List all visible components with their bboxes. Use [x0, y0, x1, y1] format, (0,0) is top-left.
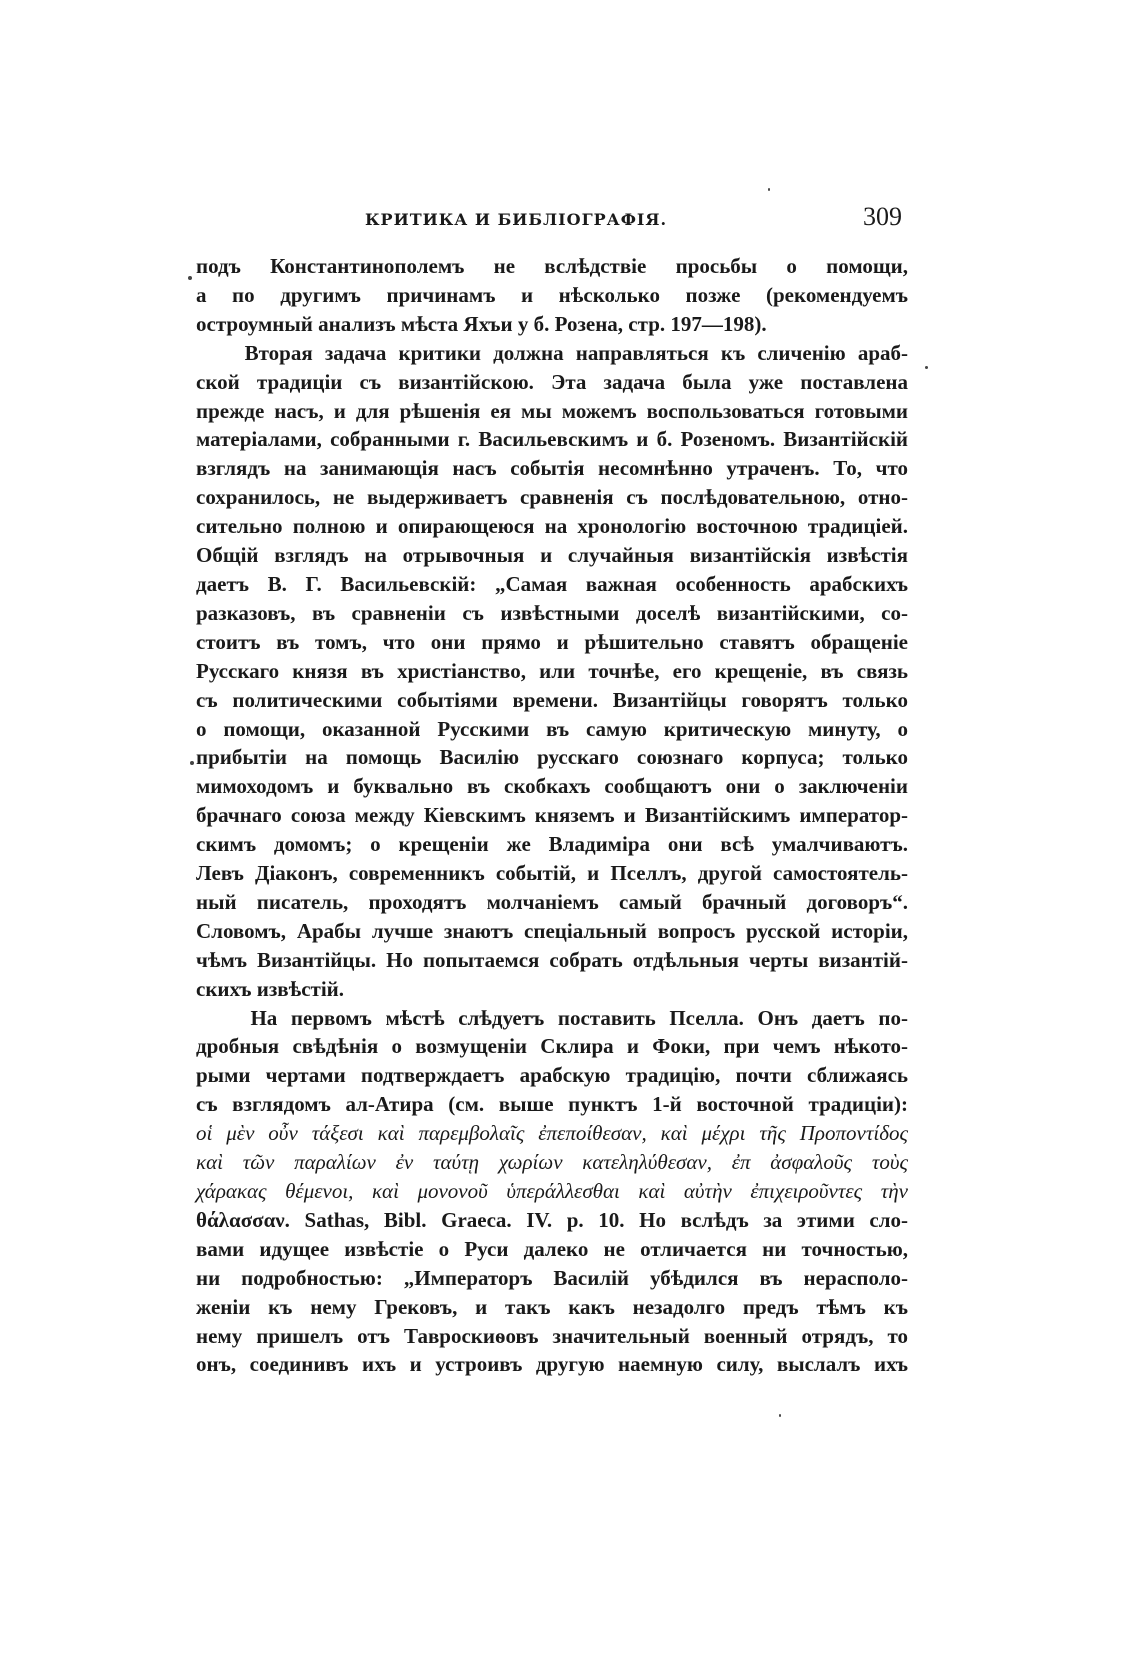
- text-line: скихъ извѣстій.: [196, 976, 345, 1001]
- text-line: стоитъ въ томъ, что они прямо и рѣшительно ставятъ обращеніе: [196, 629, 908, 654]
- greek-quotation: [196, 1119, 908, 1206]
- text-line: сохранилось, не выдерживаетъ сравненія съ послѣдовательною, отно-: [196, 485, 908, 510]
- text-line: матеріалами, собранными г. Васильевскимъ и б. Розеномъ. Византійскій: [196, 427, 908, 452]
- scan-speck: [925, 366, 928, 369]
- text-line: о помощи, оказанной Русскими въ самую критическую минуту, о: [196, 716, 908, 741]
- text-line: онъ, соединивъ ихъ и устроивъ другую наемную силу, выслалъ ихъ: [196, 1352, 908, 1377]
- greek-line: οἱ μὲν οὖν τάξεσι καὶ παρεμβολαῖς ἐπεποίθεσαν, καὶ μέχρι τῆς Προποντίδος: [196, 1121, 908, 1146]
- text-line: Вторая задача критики должна направляться къ сличенію араб-: [196, 340, 908, 365]
- greek-line: καὶ τῶν παραλίων ἐν ταύτῃ χωρίων κατεληλύθεσαν, ἐπ ἀσφαλοῦς τοὺς: [196, 1150, 908, 1175]
- text-line: съ взглядомъ ал-Атира (см. выше пунктъ 1-й восточной традиціи):: [196, 1092, 908, 1117]
- greek-line: χάρακας θέμενοι, καὶ μονονοῦ ὑπεράλλεσθαι καὶ αὐτὴν ἐπιχειροῦντες τὴν: [196, 1179, 908, 1203]
- text-line: даетъ В. Г. Васильевскій: „Самая важная особенность арабскихъ: [196, 571, 908, 596]
- text-line: Словомъ, Арабы лучше знаютъ спеціальный вопросъ русской исторіи,: [196, 918, 908, 943]
- text-line: брачнаго союза между Кіевскимъ княземъ и Византійскимъ император-: [196, 803, 908, 828]
- text-line: остроумный анализъ мѣста Яхъи у б. Розена, стр. 197—198).: [196, 311, 767, 336]
- text-line: ской традиціи съ византійскою. Эта задача была уже поставлена: [196, 369, 908, 394]
- text-line: ни подробностью: „Императоръ Василій убѣдился въ нерасполо-: [196, 1265, 908, 1290]
- text-line: мимоходомъ и буквально въ скобкахъ сообщаютъ они о заключеніи: [196, 774, 908, 799]
- paragraph-4: [196, 1206, 908, 1379]
- page-number: 309: [863, 202, 902, 231]
- text-line: Левъ Діаконъ, современникъ событій, и Пселлъ, другой самостоятель-: [196, 861, 908, 886]
- text-line: женіи къ нему Грековъ, и такъ какъ незадолго предъ тѣмъ къ: [196, 1294, 908, 1319]
- text-line: прибытіи на помощь Василію русскаго союзнаго корпуса; только: [196, 745, 908, 770]
- text-line: взглядъ на занимающія насъ событія несомнѣнно утраченъ. То, что: [196, 456, 908, 481]
- scan-speck: [779, 1414, 781, 1417]
- text-line: На первомъ мѣстѣ слѣдуетъ поставить Пселла. Онъ даетъ по-: [196, 1005, 908, 1030]
- text-line: θάλασσαν. Sathas, Bibl. Graeca. IV. p. 10. Но вслѣдъ за этими сло-: [196, 1207, 908, 1232]
- paragraph-2: [196, 339, 908, 1004]
- text-line: рыми чертами подтверждаетъ арабскую традицію, почти сближаясь: [196, 1063, 908, 1088]
- text-line: подъ Константинополемъ не вслѣдствіе просьбы о помощи,: [196, 254, 908, 278]
- text-line: разказовъ, въ сравненіи съ извѣстными доселѣ византійскими, со-: [196, 600, 908, 625]
- text-line: Русскаго князя въ христіанство, или точнѣе, его крещеніе, въ связь: [196, 658, 908, 683]
- text-line: прежде насъ, и для рѣшенія ея мы можемъ воспользоваться готовыми: [196, 398, 908, 423]
- text-line: вами идущее извѣстіе о Руси далеко не отличается ни точностью,: [196, 1236, 908, 1261]
- text-line: нему пришелъ отъ Тавроскиѳовъ значительный военный отрядъ, то: [196, 1323, 908, 1348]
- scan-speck: [768, 188, 770, 191]
- text-line: дробныя свѣдѣнія о возмущеніи Склира и Фоки, при чемъ нѣкото-: [196, 1034, 908, 1059]
- text-line: скимъ домомъ; о крещеніи же Владиміра они всѣ умалчиваютъ.: [196, 832, 908, 857]
- paragraph-1: [196, 252, 908, 339]
- text-line: а по другимъ причинамъ и нѣсколько позже (рекомендуемъ: [196, 282, 908, 307]
- paragraph-3: [196, 1004, 908, 1120]
- scan-speck: [188, 276, 192, 280]
- text-line: ный писатель, проходятъ молчаніемъ самый брачный договоръ“.: [196, 889, 908, 914]
- text-line: Общій взглядъ на отрывочныя и случайныя византійскія извѣстія: [196, 543, 908, 568]
- text-line: сительно полною и опирающеюся на хронологію восточною традиціей.: [196, 514, 908, 539]
- running-title: КРИТИКА И БИБЛІОГРАФІЯ.: [365, 210, 668, 229]
- main-text: [196, 252, 908, 1379]
- text-line: съ политическими событіями времени. Византійцы говорятъ только: [196, 687, 908, 712]
- page-header: [190, 202, 910, 236]
- scan-speck: [190, 761, 194, 765]
- text-line: чѣмъ Византійцы. Но попытаемся собрать отдѣльныя черты византій-: [196, 947, 908, 972]
